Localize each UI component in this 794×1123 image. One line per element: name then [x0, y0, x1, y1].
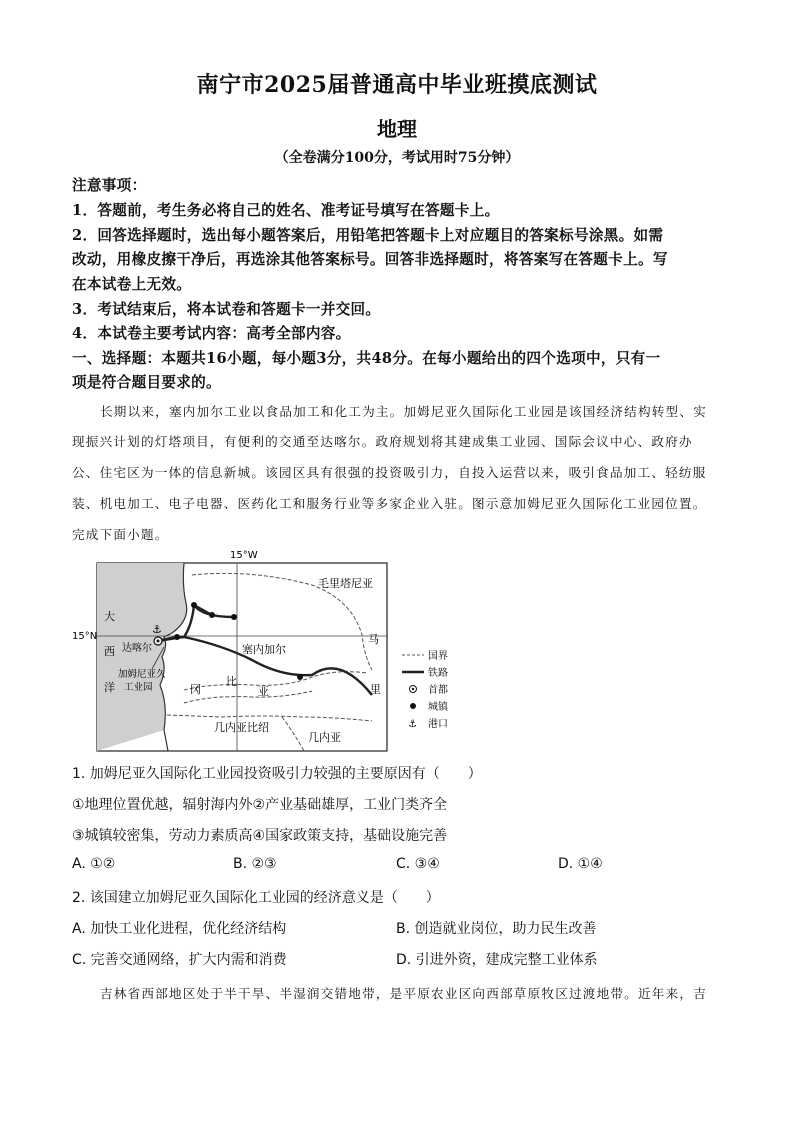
country-guinea-bissau: 几内亚比绍	[214, 721, 269, 734]
lon-label: 15°W	[230, 550, 258, 561]
q1-option-b[interactable]: B. ②③	[233, 856, 277, 872]
q1-option-d[interactable]: D. ①④	[558, 856, 603, 872]
legend-railway: 铁路	[428, 668, 448, 679]
legend-town: 城镇	[428, 702, 448, 713]
q2-option-c[interactable]: C. 完善交通网络，扩大内需和消费	[72, 952, 287, 968]
country-mali-2: 里	[370, 683, 381, 696]
note-4: 4．本试卷主要考试内容：高考全部内容。	[72, 325, 351, 342]
country-mauritania: 毛里塔尼亚	[318, 577, 373, 590]
port-icon: ⚓	[152, 623, 162, 636]
town-dot	[297, 674, 303, 680]
q1-option-c[interactable]: C. ③④	[396, 856, 440, 872]
q1-option-a[interactable]: A. ①②	[72, 856, 116, 872]
section-heading-cont: 项是符合题目要求的。	[72, 374, 221, 391]
country-gambia-1: 冈	[190, 683, 201, 696]
park-label-2: 工业园	[124, 682, 153, 693]
exam-info: （全卷满分100分，考试用时75分钟）	[274, 150, 520, 166]
country-gambia-3: 亚	[258, 685, 269, 698]
town-dot	[209, 612, 215, 618]
material-line-1: 长期以来，塞内加尔工业以食品加工和化工为主。加姆尼亚久国际化工业园是该国经济结构转型、实	[100, 404, 707, 419]
city-dakar: 达喀尔	[122, 643, 152, 654]
ocean-label-1: 大	[104, 610, 115, 623]
subject-title: 地理	[377, 117, 417, 141]
material-line-5: 完成下面小题。	[72, 527, 169, 542]
country-senegal: 塞内加尔	[242, 643, 286, 656]
legend-capital: 首都	[428, 685, 448, 696]
note-2a: 2．回答选择题时，选出每小题答案后，用铅笔把答题卡上对应题目的答案标号涂黑。如需	[72, 227, 664, 244]
q1-statements-1: ①地理位置优越，辐射海内外②产业基础雄厚，工业门类齐全	[72, 797, 448, 813]
legend-border: 国界	[428, 651, 448, 662]
exam-title: 南宁市2025届普通高中毕业班摸底测试	[196, 72, 598, 98]
next-material: 吉林省西部地区处于半干旱、半湿润交错地带，是平原农业区向西部草原牧区过渡地带。近年来，吉	[100, 986, 707, 1001]
note-2c: 在本试卷上无效。	[72, 276, 192, 293]
q2-option-a[interactable]: A. 加快工业化进程，优化经济结构	[72, 921, 287, 937]
section-heading: 一、选择题：本题共16小题，每小题3分，共48分。在每小题给出的四个选项中，只有一	[72, 350, 661, 367]
park-label-1: 加姆尼亚久	[118, 669, 166, 680]
location-map	[72, 545, 448, 755]
lat-label: 15°N	[72, 631, 98, 642]
legend-port: 港口	[428, 719, 448, 730]
ocean-label-3: 洋	[104, 681, 115, 694]
q2-option-d[interactable]: D. 引进外资，建成完整工业体系	[396, 952, 598, 968]
q1-statements-2: ③城镇较密集，劳动力素质高④国家政策支持，基础设施完善	[72, 828, 448, 844]
material-line-2: 现振兴计划的灯塔项目，有便利的交通至达喀尔。政府规划将其建成集工业园、国际会议中心、政府办	[72, 434, 693, 449]
note-2b: 改动，用橡皮擦干净后，再选涂其他答案标号。回答非选择题时，将答案写在答题卡上。写	[72, 251, 668, 268]
material-line-4: 装、机电加工、电子电器、医药化工和服务行业等多家企业入驻。图示意加姆尼亚久国际化工业园位置。	[72, 496, 707, 511]
town-dot	[174, 634, 180, 640]
ocean-label-2: 西	[104, 645, 115, 658]
note-3: 3．考试结束后，将本试卷和答题卡一并交回。	[72, 301, 381, 318]
country-mali-1: 马	[368, 633, 379, 646]
town-dot	[191, 602, 197, 608]
q1-stem: 1. 加姆尼亚久国际化工业园投资吸引力较强的主要原因有（ ）	[72, 766, 482, 782]
q2-stem: 2. 该国建立加姆尼亚久国际化工业园的经济意义是（ ）	[72, 890, 440, 906]
note-1: 1．答题前，考生务必将自己的姓名、准考证号填写在答题卡上。	[72, 202, 500, 219]
country-gambia-2: 比	[226, 675, 237, 688]
town-dot	[231, 614, 237, 620]
country-guinea: 几内亚	[308, 731, 341, 744]
anchor-icon: ⚓	[408, 719, 417, 730]
notes-heading: 注意事项：	[72, 177, 147, 194]
q2-option-b[interactable]: B. 创造就业岗位，助力民生改善	[396, 921, 597, 937]
material-line-3: 公、住宅区为一体的信息新城。该园区具有很强的投资吸引力，自投入运营以来，吸引食品加工、轻纺服	[72, 465, 707, 480]
map-legend	[402, 650, 449, 730]
